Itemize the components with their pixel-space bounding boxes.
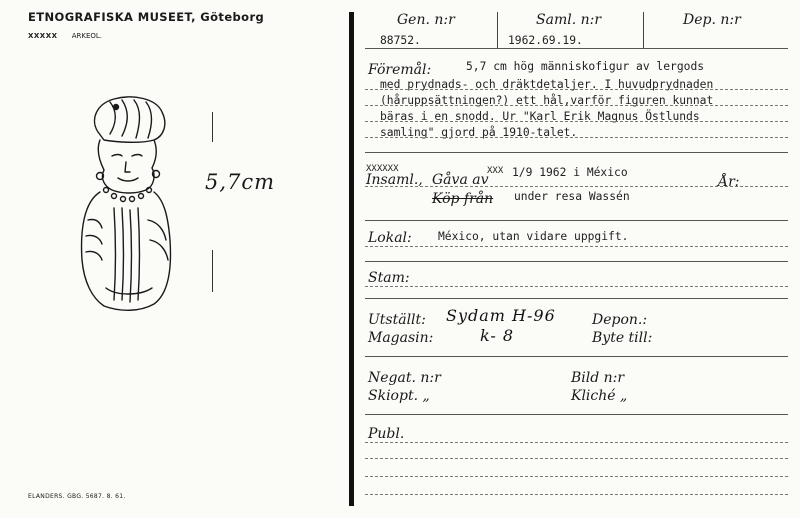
saml-number-label: Saml. n:r <box>536 12 602 28</box>
publ-rule-3 <box>365 476 788 477</box>
gava-label: Gåva av <box>432 172 489 188</box>
lokal-bottom-rule <box>365 261 788 262</box>
saml-number-value: 1962.69.19. <box>508 34 583 47</box>
foremal-rule-1 <box>365 89 788 90</box>
header-divider-1 <box>497 12 498 48</box>
measure-tick-bottom <box>212 250 213 292</box>
foremal-rule-2 <box>365 105 788 106</box>
stam-rule <box>365 286 788 287</box>
foremal-line-3: (håruppsättningen?) ett hål,varför figuren kunnat <box>380 94 714 107</box>
publ-rule-4 <box>365 494 788 495</box>
depon-label: Depon.: <box>592 312 648 328</box>
kliche-label: Kliché „ <box>571 388 628 404</box>
gen-number-value: 88752. <box>380 34 421 47</box>
utstallt-label: Utställt: <box>368 312 426 328</box>
lokal-value: México, utan vidare uppgift. <box>438 230 629 243</box>
utstallt-bottom-rule <box>365 356 788 357</box>
department-line <box>28 32 102 40</box>
gava-struck: XXX <box>487 166 504 176</box>
kop-label: Köp från <box>432 191 494 207</box>
negat-label: Negat. n:r <box>368 370 441 386</box>
gen-number-label: Gen. n:r <box>397 12 455 28</box>
stam-label: Stam: <box>368 270 410 286</box>
skiopt-label: Skiopt. „ <box>368 388 430 404</box>
insaml-struck: XXXXXX <box>366 164 399 174</box>
insaml-rule <box>365 186 788 187</box>
kop-value: under resa Wassén <box>514 190 630 203</box>
card-divider-bar <box>349 12 354 506</box>
byte-label: Byte till: <box>592 330 653 346</box>
utstallt-value: Sydam H-96 <box>446 306 556 325</box>
foremal-rule-3 <box>365 121 788 122</box>
dep-number-label: Dep. n:r <box>683 12 741 28</box>
department-name: ARKEOL. <box>71 32 103 40</box>
header-divider-2 <box>643 12 644 48</box>
printer-imprint: ELANDERS. GBG. 5687. 8. 61. <box>28 493 126 500</box>
publ-label: Publ. <box>368 426 405 442</box>
stam-bottom-rule <box>365 298 788 299</box>
museum-name: ETNOGRAFISKA MUSEET, Göteborg <box>28 10 265 24</box>
foremal-line-1: 5,7 cm hög människofigur av lergods <box>466 60 705 73</box>
foremal-line-4: bäras i en snodd. Ur "Karl Erik Magnus Östlunds <box>380 110 700 123</box>
lokal-label: Lokal: <box>368 230 412 246</box>
magasin-value: k- 8 <box>480 326 515 345</box>
gava-value: 1/9 1962 i México <box>512 166 628 179</box>
insaml-bottom-rule <box>365 220 788 221</box>
measure-tick-top <box>212 112 213 142</box>
foremal-line-2: med prydnads- och dräktdetaljer. I huvudprydnaden <box>380 78 714 91</box>
department-struck: XXXXX <box>28 32 58 40</box>
foremal-line-5: samling" gjord på 1910-talet. <box>380 126 578 139</box>
publ-rule-1 <box>365 442 788 443</box>
figurine-drawing <box>70 90 180 320</box>
foremal-rule-4 <box>365 137 788 138</box>
bild-label: Bild n:r <box>571 370 625 386</box>
foremal-label: Föremål: <box>368 62 432 78</box>
size-annotation: 5,7cm <box>205 170 276 194</box>
header-rule <box>365 48 788 49</box>
magasin-label: Magasin: <box>368 330 434 346</box>
ar-label: År: <box>718 174 740 190</box>
publ-rule-2 <box>365 458 788 459</box>
lokal-rule <box>365 246 788 247</box>
negat-bottom-rule <box>365 414 788 415</box>
foremal-bottom-rule <box>365 152 788 153</box>
insaml-label: Insaml., <box>366 172 423 188</box>
